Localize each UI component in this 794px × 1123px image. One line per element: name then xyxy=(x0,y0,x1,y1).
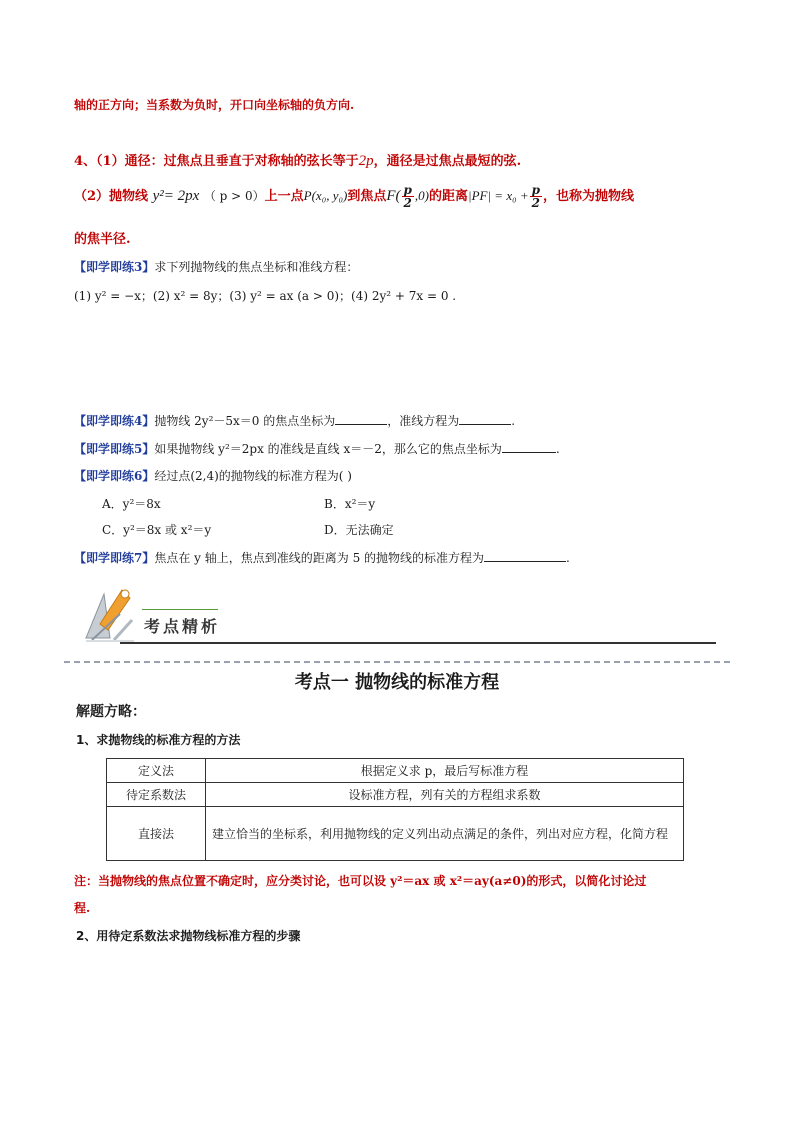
table-row xyxy=(107,783,684,807)
latus-rectum-text-b: ，通径是过焦点最短的弦. xyxy=(373,154,522,169)
latus-rectum-text: 过焦点且垂直于对称轴的弦长等于 xyxy=(163,154,359,169)
exercise-5-text-a: 如果抛物线 y²＝2px 的准线是直线 x＝－2，那么它的焦点坐标为 xyxy=(154,442,502,456)
exercise-4-text-c: . xyxy=(511,414,516,428)
focal-radius-t1: 抛物线 xyxy=(109,189,149,204)
distance-fraction-num: p xyxy=(531,183,541,197)
distance-fraction-den: 2 xyxy=(531,196,541,210)
item4-part2-prefix: （2） xyxy=(74,189,110,204)
focus-fraction-num: p xyxy=(403,183,412,197)
exercise-3-items: (1) y² = −x；(2) x² = 8y；(3) y² = ax (a > 0)；(4) 2y² + 7x = 0 . xyxy=(74,289,457,303)
method-name: 直接法 xyxy=(107,807,206,861)
focus-f-post: ,0) xyxy=(414,188,430,203)
note-text-continued: 程. xyxy=(74,901,91,915)
item4-part1-prefix: （1） xyxy=(96,154,125,169)
focus-fraction xyxy=(402,184,414,209)
exercise-4-text-b: ，准线方程为 xyxy=(387,414,460,428)
latus-rectum-value: 2p xyxy=(358,153,374,169)
exercise-7-text-b: . xyxy=(566,551,570,565)
exercise-5-tag: 【即学即练5】 xyxy=(74,442,155,456)
exercise-6-tag: 【即学即练6】 xyxy=(74,469,155,483)
option-a[interactable]: A．y²＝8x xyxy=(102,497,161,511)
exercise-6 xyxy=(74,467,352,484)
exercise-4 xyxy=(74,412,515,429)
strategy-1-title: 1、求抛物线的标准方程的方法 xyxy=(76,733,241,747)
badge-accent-line xyxy=(142,609,218,610)
exercise-7-text-a: 焦点在 y 轴上，焦点到准线的距离为 5 的抛物线的标准方程为 xyxy=(154,551,485,565)
focus-fraction-den: 2 xyxy=(403,196,412,210)
focal-radius-t2: 上一点 xyxy=(264,189,304,204)
exercise-7-tag: 【即学即练7】 xyxy=(74,551,155,565)
exercise-3-text: 求下列抛物线的焦点坐标和准线方程： xyxy=(154,260,359,274)
strategy-2-title: 2、用待定系数法求抛物线标准方程的步骤 xyxy=(76,929,301,943)
note-text: 注：当抛物线的焦点位置不确定时，应分类讨论，也可以设 y²＝ax 或 x²＝ay(a≠0)的形式，以简化讨论过 xyxy=(74,874,647,888)
section-badge-title: 考点精析 xyxy=(144,617,221,636)
distance-fraction xyxy=(530,184,542,209)
option-b[interactable]: B．x²＝y xyxy=(324,497,376,511)
method-desc: 建立恰当的坐标系，利用抛物线的定义列出动点满足的条件，列出对应方程，化简方程 xyxy=(206,807,684,861)
exercise-4-tag: 【即学即练4】 xyxy=(74,414,155,428)
focal-radius-t5: ，也称为抛物线 xyxy=(543,189,635,204)
focus-f-pre: F( xyxy=(386,188,401,204)
exercise-5 xyxy=(74,440,560,457)
exercise-7 xyxy=(74,549,570,566)
answer-blank[interactable] xyxy=(335,412,387,425)
exercise-4-text-a: 抛物线 2y²－5x＝0 的焦点坐标为 xyxy=(154,414,336,428)
methods-table xyxy=(106,758,684,861)
method-desc: 根据定义求 p，最后写标准方程 xyxy=(206,759,684,783)
badge-underline xyxy=(120,642,716,644)
parabola-condition: （ p > 0） xyxy=(203,189,265,203)
focal-radius-t3: 到焦点 xyxy=(347,189,387,204)
answer-blank[interactable] xyxy=(459,412,511,425)
drafting-tools-icon xyxy=(80,584,140,644)
focal-radius-t4: 的距离 xyxy=(429,189,469,204)
dashed-divider xyxy=(64,661,730,663)
point-p: P(x₀, y₀) xyxy=(303,188,348,203)
item4-part2 xyxy=(74,184,634,209)
parabola-equation: y²= 2px xyxy=(152,188,200,204)
exercise-5-text-b: . xyxy=(555,442,560,456)
exercise-3 xyxy=(74,258,358,275)
method-name: 待定系数法 xyxy=(107,783,206,807)
latus-rectum-term: 通径： xyxy=(124,154,164,169)
answer-blank[interactable] xyxy=(502,440,556,453)
strategy-label: 解题方略： xyxy=(76,704,146,720)
option-c[interactable]: C．y²＝8x 或 x²＝y xyxy=(102,523,212,537)
section-badge xyxy=(80,584,740,644)
method-name: 定义法 xyxy=(107,759,206,783)
option-d[interactable]: D．无法确定 xyxy=(324,523,394,537)
item4-part1 xyxy=(74,150,521,170)
method-desc: 设标准方程，列有关的方程组求系数 xyxy=(206,783,684,807)
table-row xyxy=(107,807,684,861)
exercise-3-tag: 【即学即练3】 xyxy=(74,260,155,274)
distance-formula: |PF| = x₀ + xyxy=(468,188,529,203)
exercise-6-text: 经过点(2,4)的抛物线的标准方程为( ) xyxy=(154,469,352,483)
item4-number: 4、 xyxy=(74,154,97,169)
answer-blank[interactable] xyxy=(484,549,566,562)
continued-text: 轴的正方向；当系数为负时，开口向坐标轴的负方向. xyxy=(74,98,355,112)
focal-radius-t6: 的焦半径. xyxy=(74,232,131,247)
section-title: 考点一 抛物线的标准方程 xyxy=(294,672,500,693)
table-row xyxy=(107,759,684,783)
